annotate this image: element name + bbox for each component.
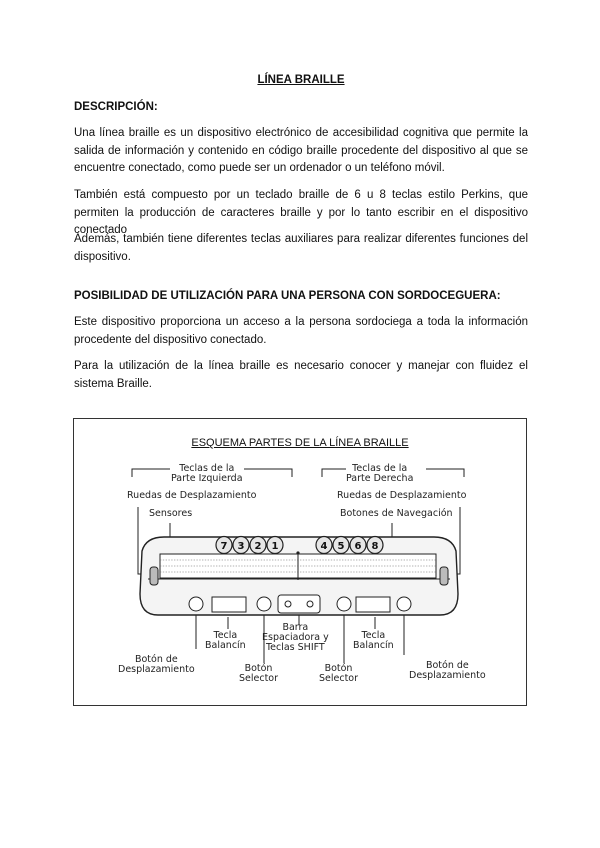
perkins-key-3 xyxy=(233,537,249,554)
paragraph: Este dispositivo proporciona un acceso a la persona sordociega a toda la información procedente del dispositivo conectado. xyxy=(74,316,528,346)
label-scroll-button-right: Botón de Desplazamiento xyxy=(409,660,486,681)
label-right-keys: Teclas de la Parte Derecha xyxy=(346,463,414,484)
label-rocker-left: Tecla Balancín xyxy=(205,630,246,651)
bracket-right-keys xyxy=(426,469,464,477)
perkins-key-2 xyxy=(250,537,266,554)
scroll-wheel-left xyxy=(150,567,158,585)
label-selector-right: Botón Selector xyxy=(319,663,359,684)
svg-text:2: 2 xyxy=(254,541,262,552)
perkins-key-6 xyxy=(350,537,366,554)
svg-text:1: 1 xyxy=(271,541,279,552)
braille-display-device xyxy=(140,537,458,615)
svg-text:8: 8 xyxy=(371,541,379,552)
rocker-key-left xyxy=(212,597,246,612)
paragraph: Una línea braille es un dispositivo electrónico de accesibilidad cognitiva que permite la salida de información y contenido en código braille procedente del dispositivo al que se encuentre conectado, como puede ser un ordenador o un teléfono móvil. xyxy=(74,127,528,174)
label-scroll-wheels-left: Ruedas de Desplazamiento xyxy=(127,490,257,501)
bracket-left-keys xyxy=(244,469,292,477)
bracket-left-keys xyxy=(132,469,170,477)
scroll-wheel-right xyxy=(440,567,448,585)
svg-text:5: 5 xyxy=(337,541,345,552)
svg-text:4: 4 xyxy=(320,541,328,552)
perkins-key-5 xyxy=(333,537,349,554)
selector-button-left xyxy=(257,597,271,611)
svg-text:6: 6 xyxy=(354,541,362,552)
perkins-key-7 xyxy=(216,537,232,554)
space-bar xyxy=(278,595,320,613)
label-scroll-wheels-right: Ruedas de Desplazamiento xyxy=(337,490,467,501)
section-heading-descripcion: DESCRIPCIÓN: xyxy=(74,101,158,113)
svg-text:3: 3 xyxy=(237,541,245,552)
scroll-button-right xyxy=(397,597,411,611)
rocker-key-right xyxy=(356,597,390,612)
label-left-keys: Teclas de la Parte Izquierda xyxy=(171,463,243,484)
figure-title: ESQUEMA PARTES DE LA LÍNEA BRAILLE xyxy=(191,437,409,449)
label-space-bar: Barra Espaciadora y Teclas SHIFT xyxy=(262,622,329,653)
bracket-right-keys xyxy=(322,469,346,477)
section-heading-sordoceguera: POSIBILIDAD DE UTILIZACIÓN PARA UNA PERSONA CON SORDOCEGUERA: xyxy=(74,290,501,302)
label-scroll-button-left: Botón de Desplazamiento xyxy=(118,654,195,675)
braille-diagram-figure xyxy=(73,418,527,706)
label-rocker-right: Tecla Balancín xyxy=(353,630,394,651)
paragraph: También está compuesto por un teclado braille de 6 u 8 teclas estilo Perkins, que permiten la producción de caracteres braille y por lo tanto escribir en el dispositivo conectado xyxy=(74,189,528,236)
label-selector-left: Botón Selector xyxy=(239,663,279,684)
perkins-key-4 xyxy=(316,537,332,554)
selector-button-right xyxy=(337,597,351,611)
label-sensors: Sensores xyxy=(149,508,193,519)
page-title: LÍNEA BRAILLE xyxy=(257,74,345,86)
svg-text:7: 7 xyxy=(220,541,228,552)
perkins-key-1 xyxy=(267,537,283,554)
paragraph: Además, también tiene diferentes teclas auxiliares para realizar diferentes funciones del dispositivo. xyxy=(74,233,528,263)
paragraph: Para la utilización de la línea braille es necesario conocer y manejar con fluidez el sistema Braille. xyxy=(74,360,528,390)
scroll-button-left xyxy=(189,597,203,611)
label-nav-buttons: Botones de Navegación xyxy=(340,508,453,519)
perkins-key-8 xyxy=(367,537,383,554)
